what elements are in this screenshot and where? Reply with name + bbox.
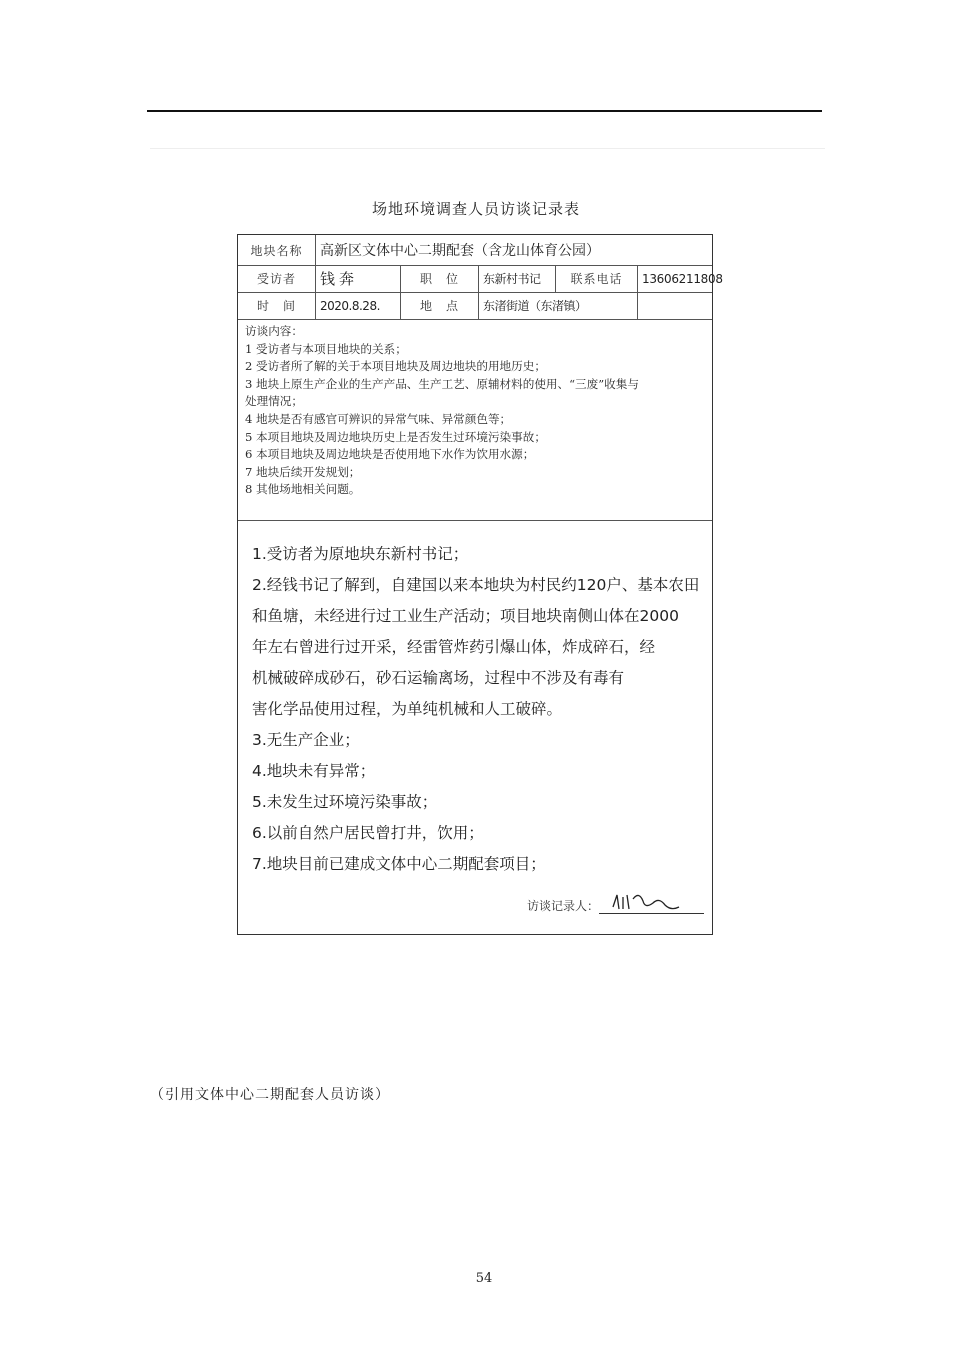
header-rule bbox=[147, 110, 822, 112]
position-value: 东新村书记 bbox=[479, 265, 556, 292]
caption: （引用文体中心二期配套人员访谈） bbox=[150, 1087, 390, 1103]
answer-line: 2.经钱书记了解到，自建国以来本地块为村民约120户、基本农田 bbox=[252, 576, 700, 594]
interview-form bbox=[237, 234, 723, 935]
interviewee-value: 钱奔 bbox=[316, 265, 401, 292]
question-line: 6 本项目地块及周边地块是否使用地下水作为饮用水源； bbox=[245, 447, 535, 462]
question-line: 8 其他场地相关问题。 bbox=[245, 482, 361, 497]
question-line: 处理情况； bbox=[245, 394, 303, 409]
blank-cell bbox=[638, 292, 712, 319]
time-label: 时 间 bbox=[238, 292, 316, 319]
time-value: 2020.8.28. bbox=[316, 292, 401, 319]
question-line: 2 受访者所了解的关于本项目地块及周边地块的用地历史； bbox=[245, 359, 546, 374]
answer-line: 7.地块目前已建成文体中心二期配套项目； bbox=[252, 855, 546, 873]
signature-line bbox=[599, 889, 704, 914]
page-number: 54 bbox=[475, 1271, 493, 1286]
answer-line: 1.受访者为原地块东新村书记； bbox=[252, 545, 469, 563]
faint-rule bbox=[150, 148, 825, 149]
row-site-name bbox=[238, 235, 712, 266]
answer-line: 4.地块未有异常； bbox=[252, 762, 376, 780]
interview-questions bbox=[238, 319, 712, 521]
phone-label: 联系电话 bbox=[556, 265, 638, 292]
row-time-place bbox=[238, 292, 712, 320]
place-label: 地 点 bbox=[401, 292, 479, 319]
question-line: 4 地块是否有感官可辨识的异常气味、异常颜色等； bbox=[245, 411, 512, 426]
answer-line: 机械破碎成砂石，砂石运输离场，过程中不涉及有毒有 bbox=[252, 669, 625, 687]
site-name-label: 地块名称 bbox=[238, 235, 316, 265]
recorder-label: 访谈记录人： bbox=[526, 899, 599, 913]
position-label: 职 位 bbox=[401, 265, 479, 292]
signature-icon bbox=[609, 889, 689, 913]
answer-line: 3.无生产企业； bbox=[252, 731, 360, 749]
interview-answers bbox=[238, 521, 712, 934]
answer-line: 和鱼塘，未经进行过工业生产活动；项目地块南侧山体在2000 bbox=[252, 607, 679, 625]
site-name-value: 高新区文体中心二期配套（含龙山体育公园） bbox=[320, 243, 600, 259]
question-line: 3 地块上原生产企业的生产产品、生产工艺、原辅材料的使用、“三废”收集与 bbox=[245, 376, 639, 391]
answer-line: 年左右曾进行过开采，经雷管炸药引爆山体，炸成碎石，经 bbox=[252, 638, 656, 656]
question-line: 1 受访者与本项目地块的关系； bbox=[245, 341, 407, 356]
recorder bbox=[527, 889, 704, 914]
answer-line: 6.以前自然户居民曾打井，饮用； bbox=[252, 824, 484, 842]
answer-line: 害化学品使用过程，为单纯机械和人工破碎。 bbox=[252, 700, 563, 718]
row-interviewee bbox=[238, 265, 723, 293]
place-value: 东渚街道（东渚镇） bbox=[479, 292, 638, 319]
question-line: 7 地块后续开发规划； bbox=[245, 464, 361, 479]
question-line: 5 本项目地块及周边地块历史上是否发生过环境污染事故； bbox=[245, 429, 546, 444]
form-title: 场地环境调查人员访谈记录表 bbox=[371, 200, 580, 218]
phone-value: 13606211808 bbox=[642, 271, 723, 286]
question-line: 访谈内容： bbox=[245, 324, 303, 338]
answer-line: 5.未发生过环境污染事故； bbox=[252, 793, 438, 811]
interviewee-label: 受访者 bbox=[238, 265, 316, 292]
